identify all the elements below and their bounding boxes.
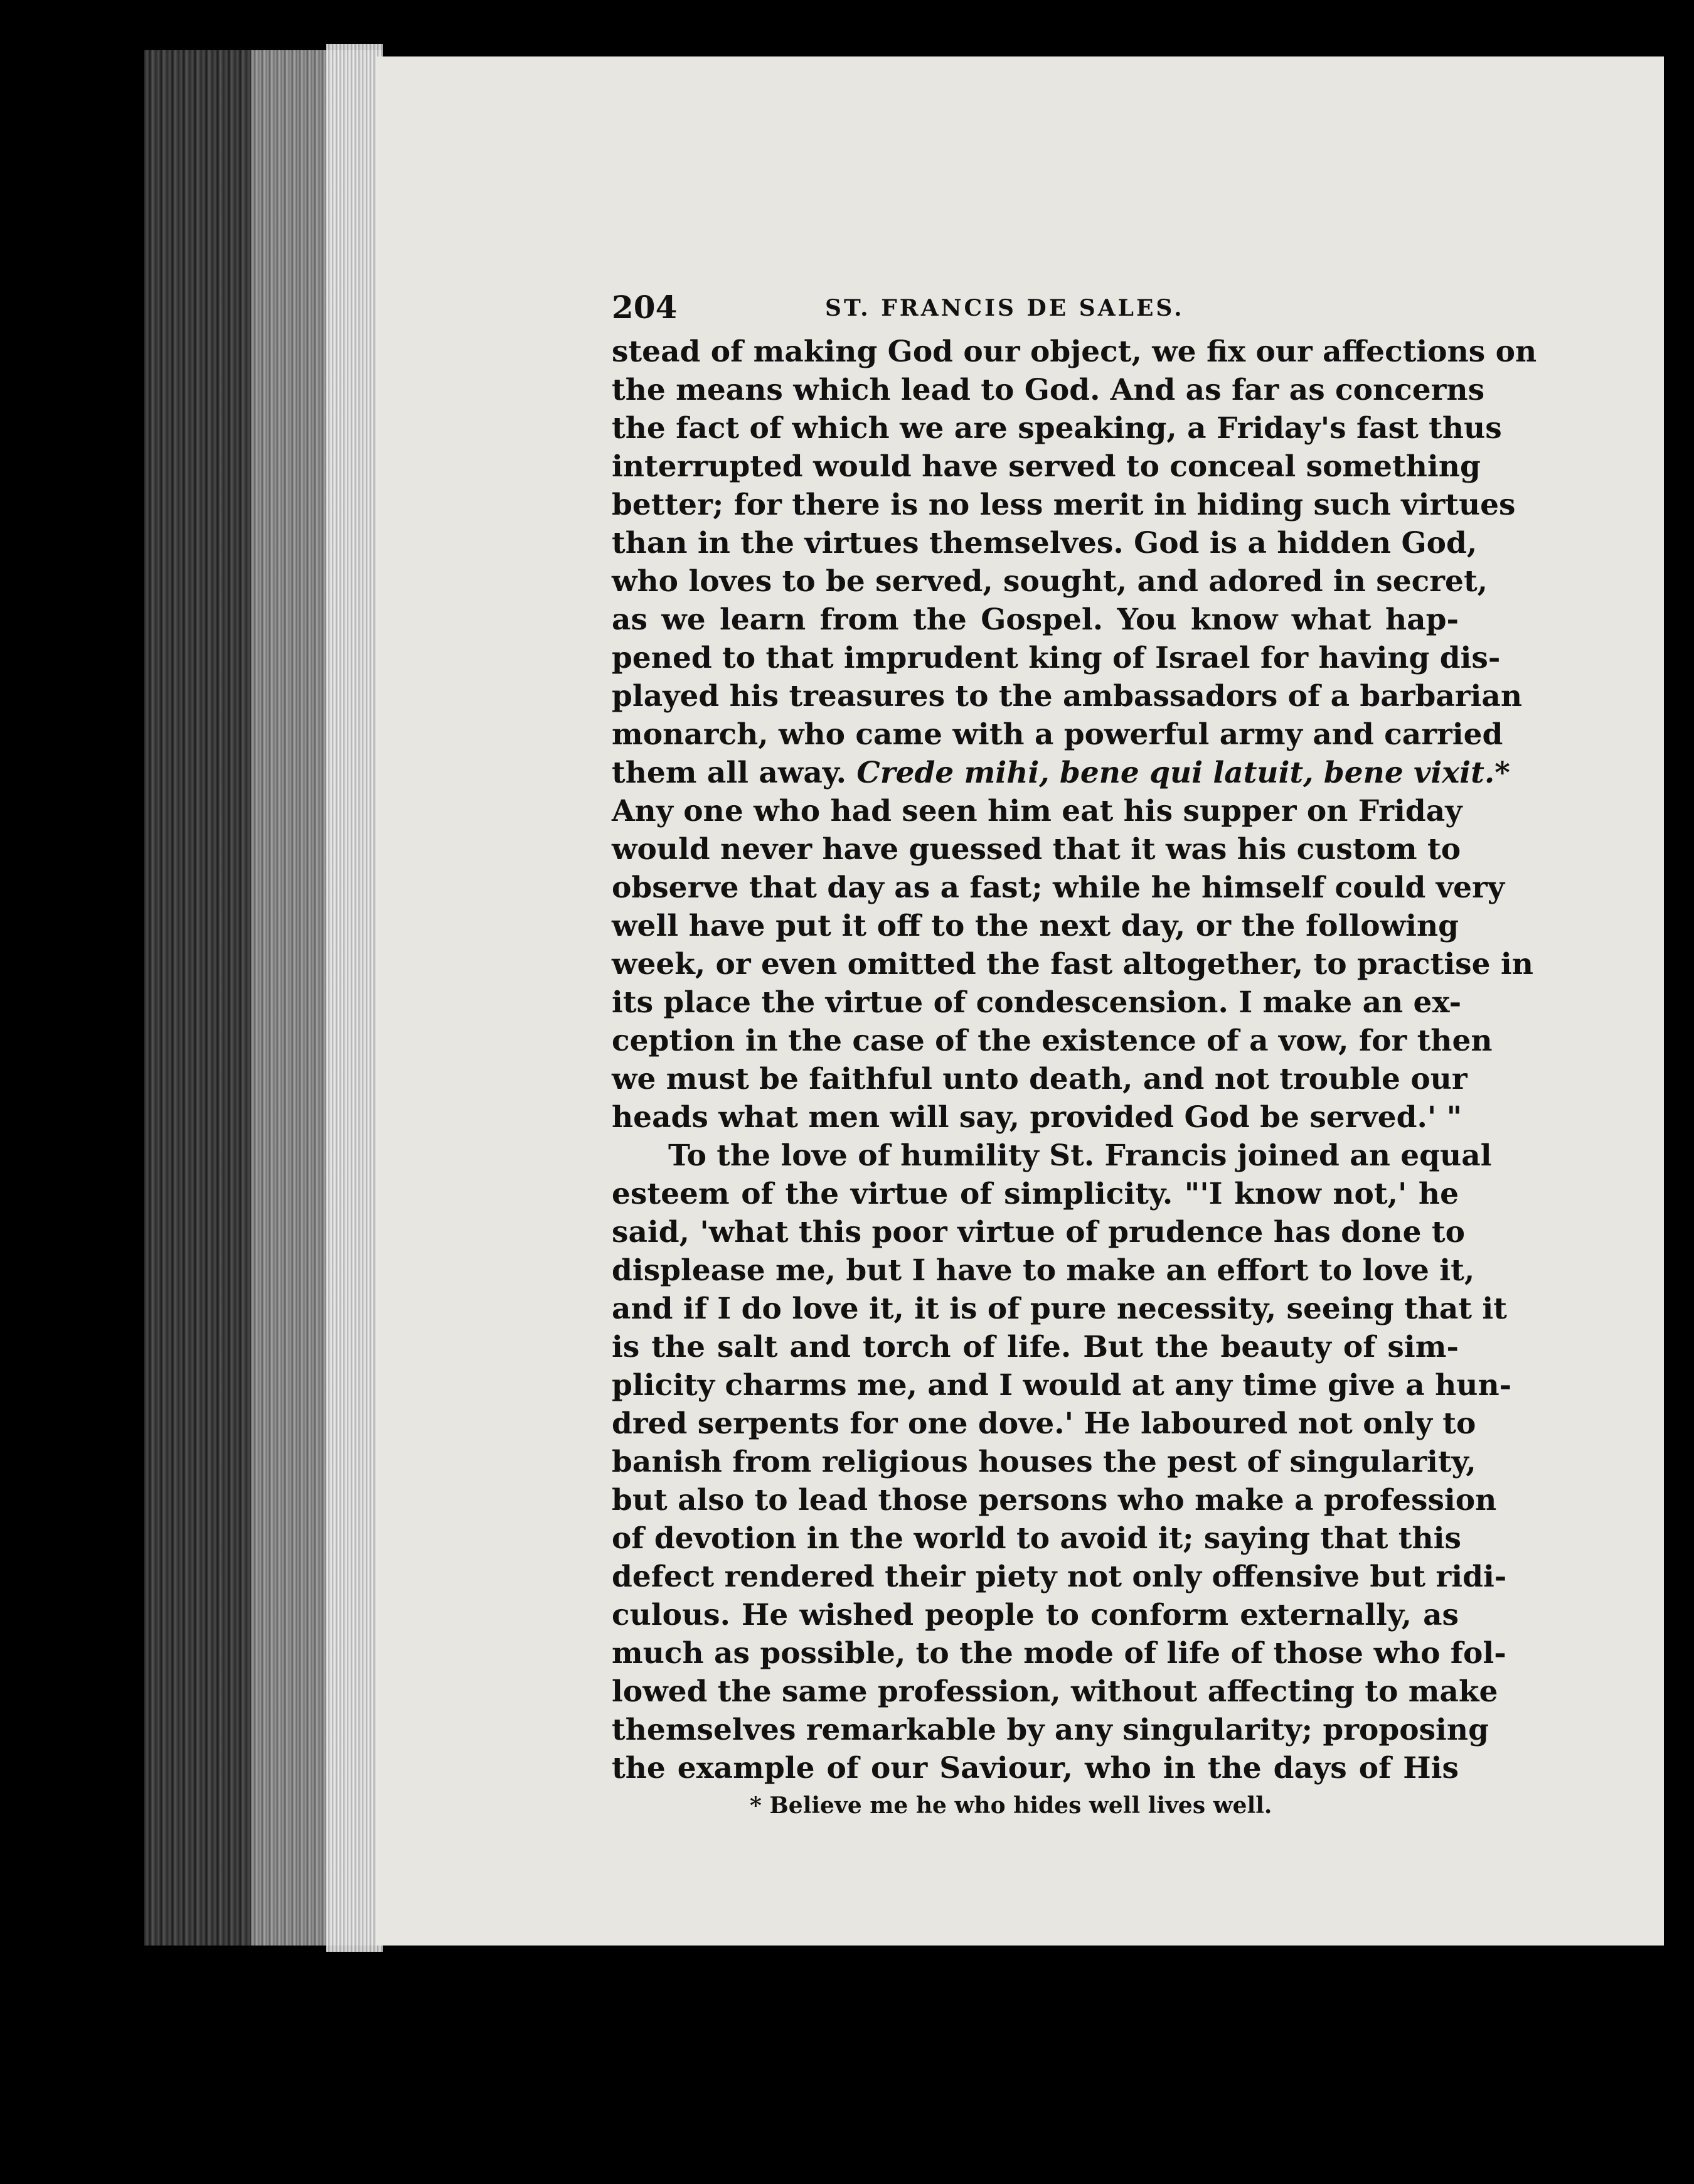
text-line: banish from religious houses the pest of singularity,: [612, 1445, 1476, 1479]
text-line: played his treasures to the ambassadors of a barbarian: [612, 679, 1523, 714]
text-line: themselves remarkable by any singularity; proposing: [612, 1713, 1489, 1747]
text-line: pened to that imprudent king of Israel for having dis-: [612, 641, 1501, 675]
text-line: interrupted would have served to conceal something: [612, 449, 1481, 484]
text-line: its place the virtue of condescension. I make an ex-: [612, 985, 1462, 1020]
footnote: * Believe me he who hides well lives well.: [750, 1792, 1272, 1819]
page-number: 204: [612, 289, 678, 326]
text-line: who loves to be served, sought, and adored in secret,: [612, 564, 1488, 599]
page-block-edges-highlight: [326, 44, 383, 1952]
text-line: we must be faithful unto death, and not trouble our: [612, 1062, 1468, 1096]
book-page-right-edge: [1656, 56, 1664, 1946]
text-line: dred serpents for one dove.' He laboured not only to: [612, 1406, 1476, 1441]
text-line: ception in the case of the existence of a vow, for then: [612, 1024, 1493, 1058]
text-line: the fact of which we are speaking, a Friday's fast thus: [612, 411, 1502, 446]
latin-quote: Crede mihi, bene qui latuit, bene vixit.: [856, 756, 1495, 790]
text-line: culous. He wished people to conform externally, as: [612, 1598, 1459, 1632]
text-line: stead of making God our object, we fix our affections on: [612, 335, 1537, 369]
paragraph-2: [612, 1137, 1512, 1787]
text-line: said, 'what this poor virtue of prudence has done to: [612, 1215, 1465, 1250]
text-line-latin: [612, 754, 1510, 792]
running-head: [612, 289, 1459, 333]
text-line: well have put it off to the next day, or the following: [612, 909, 1459, 943]
text-line: monarch, who came with a powerful army and carried: [612, 717, 1503, 752]
paragraph-1: [612, 333, 1537, 1137]
text-line: than in the virtues themselves. God is a hidden God,: [612, 526, 1478, 560]
footnote-marker: *: [1494, 756, 1510, 790]
text-line: much as possible, to the mode of life of those who fol-: [612, 1636, 1506, 1671]
text-line: better; for there is no less merit in hiding such virtues: [612, 488, 1516, 522]
running-title: ST. FRANCIS DE SALES.: [825, 295, 1185, 321]
text-line: lowed the same profession, without affecting to make: [612, 1674, 1498, 1709]
text-line: as we learn from the Gospel. You know what hap-: [612, 602, 1459, 637]
text-line: and if I do love it, it is of pure necessity, seeing that it: [612, 1292, 1507, 1326]
text-line: plicity charms me, and I would at any time give a hun-: [612, 1368, 1512, 1403]
text-line: week, or even omitted the fast altogether, to practise in: [612, 947, 1533, 982]
text-line: but also to lead those persons who make a profession: [612, 1483, 1497, 1518]
text-line: is the salt and torch of life. But the beauty of sim-: [612, 1330, 1459, 1364]
text-line: the example of our Saviour, who in the days of His: [612, 1751, 1459, 1785]
text-line: the means which lead to God. And as far as concerns: [612, 373, 1485, 407]
text-line: heads what men will say, provided God be served.' ": [612, 1100, 1462, 1135]
text-line: To the love of humility St. Francis joined an equal: [668, 1138, 1492, 1173]
text-line: Any one who had seen him eat his supper on Friday: [612, 794, 1462, 828]
text-line: observe that day as a fast; while he himself could very: [612, 870, 1505, 905]
text-line: defect rendered their piety not only offensive but ridi-: [612, 1560, 1507, 1594]
text-line: esteem of the virtue of simplicity. "'I know not,' he: [612, 1177, 1459, 1211]
text-line: of devotion in the world to avoid it; saying that this: [612, 1521, 1461, 1556]
text-block: [612, 289, 1537, 1819]
text-fragment: them all away.: [612, 756, 857, 790]
text-line: would never have guessed that it was his custom to: [612, 832, 1461, 867]
text-line: displease me, but I have to make an effort to love it,: [612, 1253, 1475, 1288]
